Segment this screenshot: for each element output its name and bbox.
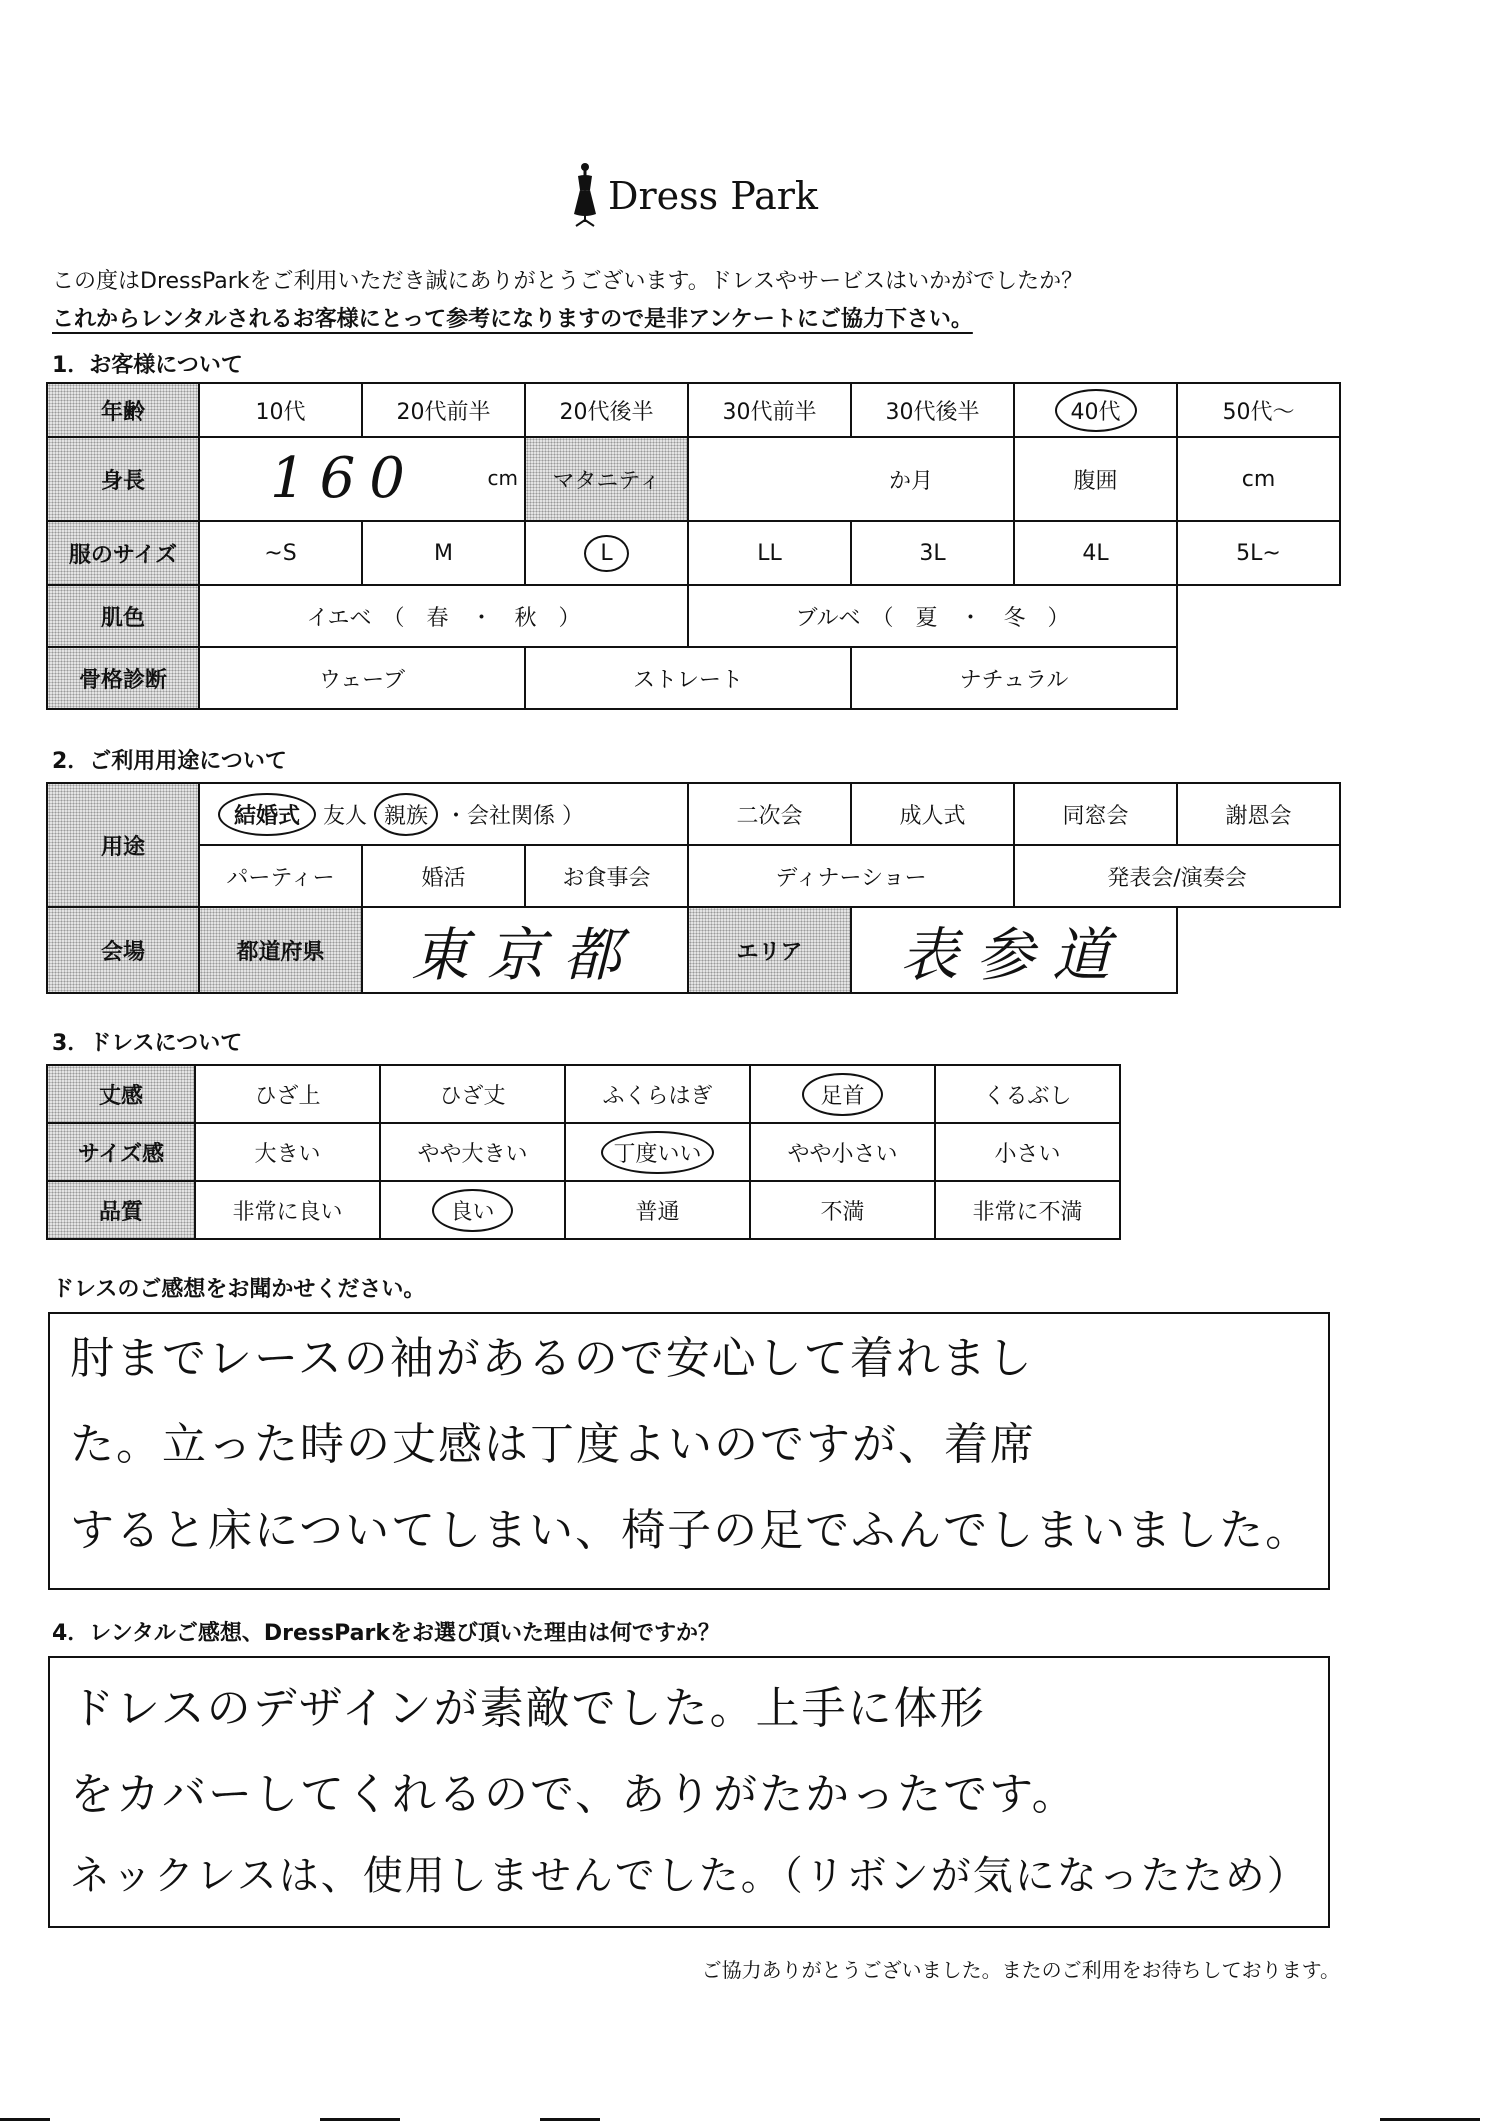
quality-option[interactable]: 非常に良い [195, 1181, 380, 1239]
fit-option[interactable]: 小さい [935, 1123, 1120, 1181]
skin-row [47, 585, 1340, 647]
venue-label: 会場 [47, 907, 199, 993]
selection-circle: 丁度いい [601, 1131, 713, 1174]
rental-comment-box[interactable] [48, 1656, 1330, 1928]
months-unit: か月 [888, 468, 933, 494]
rental-comment-line: ドレスのデザインが素敵でした。上手に体形 [70, 1683, 986, 1734]
dress-table [46, 1064, 1121, 1240]
selection-circle: 親族 [374, 793, 438, 836]
maternity-months-field[interactable] [688, 437, 1014, 521]
section3-title: 3．ドレスについて [52, 1031, 243, 1056]
selection-circle: L [584, 535, 628, 572]
quality-option[interactable]: 普通 [565, 1181, 750, 1239]
frame-option[interactable]: ウェーブ [199, 647, 525, 709]
dress-comment-line: た。立った時の丈感は丁度よいのですが、着席 [70, 1419, 1036, 1470]
size-option[interactable]: 3L [851, 521, 1014, 585]
purpose-row-1 [47, 783, 1340, 845]
fit-option[interactable]: やや小さい [750, 1123, 935, 1181]
fit-option[interactable]: やや大きい [380, 1123, 565, 1181]
fit-option-selected[interactable] [565, 1123, 750, 1181]
size-option[interactable]: 4L [1014, 521, 1177, 585]
prefecture-value: 東京都 [410, 921, 639, 989]
waist-unit: cm [1241, 466, 1276, 492]
purpose-option[interactable]: お食事会 [525, 845, 688, 907]
wedding-work-option[interactable]: ・会社関係 ） [445, 803, 585, 829]
dress-comment-line: 肘までレースの袖があるので安心して着れまし [70, 1333, 1034, 1384]
waist-label: 腹囲 [1014, 437, 1177, 521]
length-option[interactable]: くるぶし [935, 1065, 1120, 1123]
intro-request-text: これからレンタルされるお客様にとって参考になりますので是非アンケートにご協力下さい。 [52, 307, 973, 332]
age-label: 年齢 [47, 383, 199, 437]
size-option[interactable]: ~S [199, 521, 362, 585]
quality-label: 品質 [47, 1181, 195, 1239]
age-option[interactable]: 30代後半 [851, 383, 1014, 437]
intro-text: この度はDressParkをご利用いただき誠にありがとうございます。ドレスやサービスはいかがでしたか？ [52, 269, 1084, 294]
section2-title: 2．ご利用用途について [52, 749, 287, 774]
scan-mark [0, 2118, 50, 2121]
length-option[interactable]: ひざ上 [195, 1065, 380, 1123]
height-row [47, 437, 1340, 521]
age-option[interactable]: 20代前半 [362, 383, 525, 437]
fit-label: サイズ感 [47, 1123, 195, 1181]
dress-comment-prompt: ドレスのご感想をお聞かせください。 [52, 1277, 426, 1302]
customer-info-table [46, 382, 1341, 710]
size-option[interactable]: 5L~ [1177, 521, 1340, 585]
frame-option[interactable]: ストレート [525, 647, 851, 709]
area-label: エリア [688, 907, 851, 993]
selection-circle: 結婚式 [218, 793, 316, 836]
scan-mark [320, 2118, 400, 2121]
purpose-label: 用途 [47, 783, 199, 907]
size-label: 服のサイズ [47, 521, 199, 585]
purpose-option[interactable]: 謝恩会 [1177, 783, 1340, 845]
age-row [47, 383, 1340, 437]
purpose-option[interactable]: 同窓会 [1014, 783, 1177, 845]
age-option[interactable]: 50代～ [1177, 383, 1340, 437]
rental-comment-line: ネックレスは、使用しませんでした。（リボンが気になったため） [70, 1853, 1309, 1899]
quality-option[interactable]: 非常に不満 [935, 1181, 1120, 1239]
height-value: 160 [270, 446, 419, 511]
purpose-option[interactable]: ディナーショー [688, 845, 1014, 907]
skin-label: 肌色 [47, 585, 199, 647]
length-option-selected[interactable] [750, 1065, 935, 1123]
size-option[interactable]: M [362, 521, 525, 585]
frame-option[interactable]: ナチュラル [851, 647, 1177, 709]
length-row [47, 1065, 1120, 1123]
prefecture-label: 都道府県 [199, 907, 362, 993]
age-option-selected[interactable] [1014, 383, 1177, 437]
area-value: 表参道 [899, 921, 1128, 989]
height-label: 身長 [47, 437, 199, 521]
size-option[interactable]: LL [688, 521, 851, 585]
frame-label: 骨格診断 [47, 647, 199, 709]
size-option-selected[interactable] [525, 521, 688, 585]
footer-thanks: ご協力ありがとうございました。またのご利用をお待ちしております。 [701, 1958, 1340, 1982]
purpose-row-2 [47, 845, 1340, 907]
dress-comment-line: すると床についてしまい、椅子の足でふんでしまいました。 [70, 1505, 1312, 1556]
height-field[interactable] [199, 437, 525, 521]
dress-comment-box[interactable] [48, 1312, 1330, 1590]
usage-table [46, 782, 1341, 994]
purpose-option[interactable]: パーティー [199, 845, 362, 907]
waist-field[interactable] [1177, 437, 1340, 521]
fit-option[interactable]: 大きい [195, 1123, 380, 1181]
logo-text: Dress Park [608, 174, 818, 218]
length-option[interactable]: ひざ丈 [380, 1065, 565, 1123]
purpose-option[interactable]: 二次会 [688, 783, 851, 845]
fit-row [47, 1123, 1120, 1181]
dresspark-logo [566, 160, 826, 230]
maternity-label: マタニティ [525, 437, 688, 521]
skin-blue-option[interactable]: ブルベ （ 夏 ・ 冬 ） [688, 585, 1177, 647]
selection-circle: 良い [432, 1189, 512, 1232]
scan-mark [1380, 2118, 1480, 2121]
quality-row [47, 1181, 1120, 1239]
area-field[interactable] [851, 907, 1177, 993]
skin-yellow-option[interactable]: イエベ （ 春 ・ 秋 ） [199, 585, 688, 647]
height-unit: cm [487, 466, 518, 490]
dress-form-icon [570, 162, 600, 228]
age-option[interactable]: 10代 [199, 383, 362, 437]
wedding-option[interactable] [199, 783, 688, 845]
age-option[interactable]: 20代後半 [525, 383, 688, 437]
size-row [47, 521, 1340, 585]
length-label: 丈感 [47, 1065, 195, 1123]
rental-comment-line: をカバーしてくれるので、ありがたかったです。 [70, 1769, 1078, 1820]
scan-mark [540, 2118, 600, 2121]
purpose-option[interactable]: 婚活 [362, 845, 525, 907]
quality-option[interactable]: 不満 [750, 1181, 935, 1239]
frame-row [47, 647, 1340, 709]
age-option[interactable]: 30代前半 [688, 383, 851, 437]
length-option[interactable]: ふくらはぎ [565, 1065, 750, 1123]
quality-option-selected[interactable] [380, 1181, 565, 1239]
purpose-option[interactable]: 発表会/演奏会 [1014, 845, 1340, 907]
section1-title: 1．お客様について [52, 353, 243, 378]
wedding-friend-option[interactable]: 友人 [323, 803, 368, 829]
section4-title: 4．レンタルご感想、DressParkをお選び頂いた理由は何ですか？ [52, 1621, 720, 1646]
selection-circle: 足首 [802, 1073, 882, 1116]
purpose-option[interactable]: 成人式 [851, 783, 1014, 845]
selection-circle: 40代 [1055, 389, 1137, 432]
prefecture-field[interactable] [362, 907, 688, 993]
venue-row [47, 907, 1340, 993]
